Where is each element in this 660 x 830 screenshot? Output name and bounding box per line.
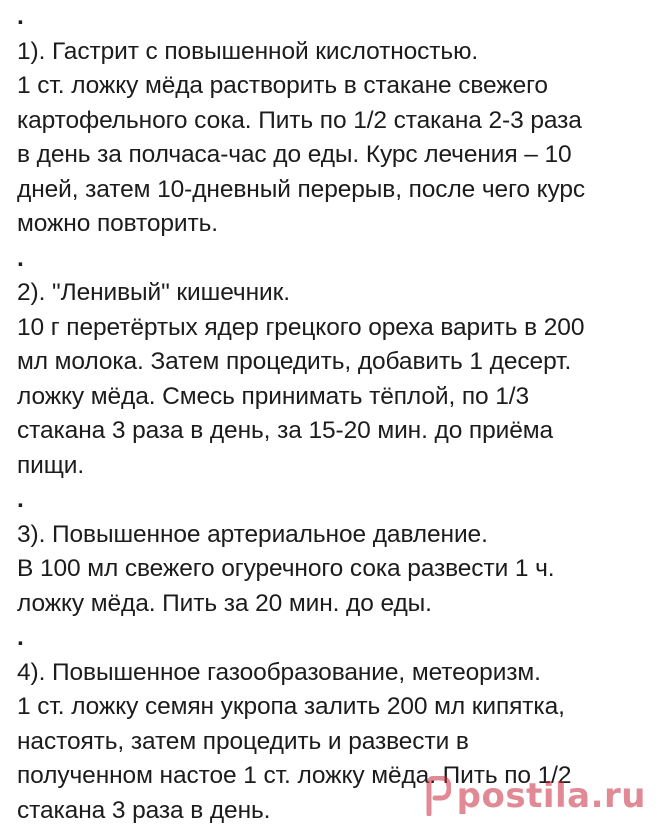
section-1-text-line: картофельного сока. Пить по 1/2 стакана 2-3 раза [17,106,582,134]
postila-logo-icon [425,776,451,816]
section-2-text-line: пищи. [17,451,85,479]
section-4-text-line: полученном настое 1 ст. ложку мёда. Пить по 1/2 [17,762,572,789]
section-2-heading: 2). "Ленивый" кишечник. [17,279,290,306]
section-4-text-line: стакана 3 раза в день. [17,796,271,824]
section-2-text-line: 10 г перетёртых ядер грецкого ореха варить в 200 [17,313,585,341]
section-1-text-line: 1 ст. ложку мёда растворить в стакане свежего [17,72,548,99]
section-4-text-line: 1 ст. ложку семян укропа залить 200 мл кипятка, [17,693,565,720]
section-2-text-line: стакана 3 раза в день, за 15-20 мин. до приёма [17,417,554,444]
section-2-text-line: мл молока. Затем процедить, добавить 1 десерт. [17,348,572,375]
section-4-text-line: настоять, затем процедить и развести в [17,727,469,755]
separator-dot: . [17,244,24,272]
watermark-text: postila.ru [456,776,646,816]
section-3-text-line: В 100 мл свежего огуречного сока развести 1 ч. [17,555,555,582]
section-3-heading: 3). Повышенное артериальное давление. [17,520,488,548]
section-1-text-line: можно повторить. [17,210,218,237]
separator-dot: . [17,3,24,30]
section-1-text-line: дней, затем 10-дневный перерыв, после чего курс [17,175,586,203]
section-3-text-line: ложку мёда. Пить за 20 мин. до еды. [17,589,432,617]
recipe-document [17,0,647,828]
postila-watermark [425,776,646,816]
section-1-heading: 1). Гастрит с повышенной кислотностью. [17,37,479,65]
section-2-text-line: ложку мёда. Смесь принимать тёплой, по 1/3 [17,382,530,410]
section-1-text-line: в день за полчаса-час до еды. Курс лечения – 10 [17,141,572,168]
section-4-heading: 4). Повышенное газообразование, метеоризм. [17,658,541,686]
separator-dot: . [17,624,24,651]
separator-dot: . [17,486,24,513]
